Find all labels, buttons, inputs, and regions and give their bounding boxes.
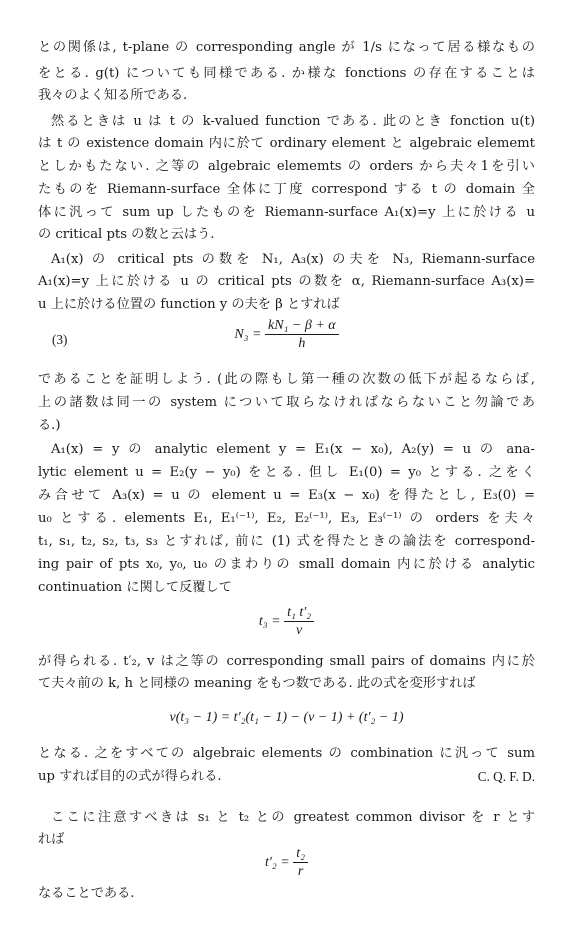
equation-fraction <box>284 605 314 639</box>
equation-fraction <box>265 318 339 352</box>
text-line: なることである. <box>38 886 135 901</box>
text-line: ing pair of pts x₀, y₀, u₀ のまわりの small domain 内に於ける analytic <box>38 557 535 572</box>
text-line: u₀ とする. elements E₁, E₁⁽⁻¹⁾, E₂, E₂⁽⁻¹⁾, E₃, E₃⁽⁻¹⁾ の orders を夫々 <box>38 511 535 526</box>
text-line: たものを Riemann-surface 全体に丁度 correspond する t の domain 全 <box>38 182 535 197</box>
text-line: が得られる. t′₂, v は之等の corresponding small pairs of domains 内に於 <box>38 654 535 669</box>
equation-lhs: t₃ = <box>258 614 281 630</box>
qed-mark: C. Q. F. D. <box>477 769 535 784</box>
fraction-denominator: r <box>293 862 308 880</box>
text-line: continuation に関して反覆して <box>38 580 232 595</box>
equation-number: (3) <box>52 332 68 347</box>
equation-v: v(t₃ − 1) = t′₂(t₁ − 1) − (v − 1) + (t′₂ − 1) <box>169 710 404 725</box>
fraction-numerator: t₁ t′₂ <box>287 605 312 620</box>
text-line: A₁(x)=y 上に於ける u の critical pts の数を α, Riemann-surface A₃(x)= <box>38 274 535 289</box>
fraction-denominator: v <box>284 621 314 639</box>
text-line: 我々のよく知る所である. <box>38 88 188 103</box>
text-line: て夫々前の k, h と同様の meaning をもつ数である. 此の式を変形すれば <box>38 676 476 691</box>
equation-lhs: t′₂ = <box>264 855 290 871</box>
fraction-numerator: t₂ <box>296 846 306 861</box>
fraction-denominator: h <box>265 334 339 352</box>
text-line: t₁, s₁, t₂, s₂, t₃, s₃ とすれば, 前に (1) 式を得たときの論法を correspond- <box>38 534 535 549</box>
equation-t3 <box>0 605 573 639</box>
equation-lhs: N₃ = <box>234 327 262 343</box>
text-line: れば <box>38 832 65 847</box>
text-line: であることを証明しよう. (此の際もし第一種の次数の低下が起るならば, <box>38 372 535 387</box>
text-line: となる. 之をすべての algebraic elements の combination に汎って sum <box>38 746 535 761</box>
text-line: lytic element u = E₂(y − y₀) をとる. 但し E₁(0) = y₀ とする. 之をく <box>38 465 535 480</box>
text-line: 然るときは u は t の k-valued function である. 此のとき fonction u(t) <box>51 114 535 129</box>
text-line: み合せて A₃(x) = u の element u = E₃(x − x₀) を得たとし, E₃(0) = <box>38 488 535 503</box>
text-line: をとる. g(t) についても同様である. か様な fonctions の存在することは <box>38 66 535 81</box>
text-line: ここに注意すべきは s₁ と t₂ との greatest common divisor を r とす <box>51 810 535 825</box>
text-line: u 上に於ける位置の function y の夫を β とすれば <box>38 297 340 312</box>
equation-fraction <box>293 846 308 880</box>
text-line: の critical pts の数と云はう. <box>38 227 215 242</box>
text-line: up すれば目的の式が得られる. <box>38 769 222 784</box>
text-line: は t の existence domain 内に於て ordinary element と algebraic elememt <box>38 136 535 151</box>
text-line: A₁(x) の critical pts の数を N₁, A₃(x) の夫を N₃, Riemann-surface <box>51 252 535 267</box>
text-line: る.) <box>38 418 61 433</box>
equation-t2 <box>0 846 573 880</box>
text-line: との関係は, t-plane の corresponding angle が 1/s になって居る様なもの <box>38 40 535 55</box>
fraction-numerator: kN₁ − β + α <box>268 318 336 333</box>
text-line: としかもたない. 之等の algebraic elememts の orders から夫々1を引い <box>38 159 535 174</box>
equation-3 <box>0 318 573 352</box>
text-line: 上の諸数は同一の system について取らなければならないこと勿論であ <box>38 395 535 410</box>
text-line: 体に汎って sum up したものを Riemann-surface A₁(x)=y 上に於ける u <box>38 205 535 220</box>
text-line: A₁(x) = y の analytic element y = E₁(x − x₀), A₂(y) = u の ana- <box>51 442 535 457</box>
